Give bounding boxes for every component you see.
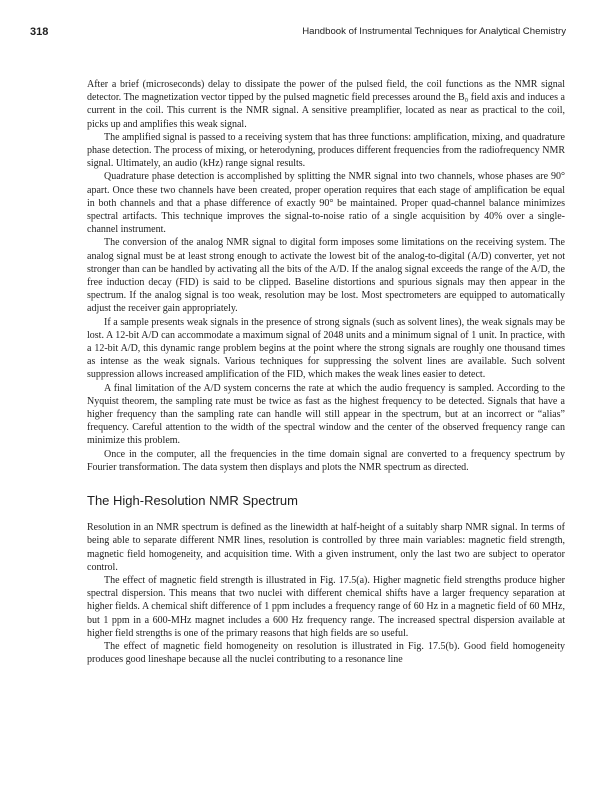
paragraph: The effect of magnetic field homogeneity on resolution is illustrated in Fig. 17.5(b). Good field homogeneity produces good lineshape because all the nuclei contributing to a resonance line [87, 640, 565, 666]
paragraph: The effect of magnetic field strength is illustrated in Fig. 17.5(a). Higher magnetic field strengths produce higher spectral dispersion. This means that two nuclei with different chemical shifts have a larger frequency separation at higher fields. A chemical shift difference of 1 ppm includes a frequency range of 60 Hz in a magnetic field of 60 MHz, but 1 ppm in a 600-MHz magnet includes a 600 Hz frequency range. The increased spectral dispersion available at higher field strengths is one of the primary reasons that high fields are so useful. [87, 574, 565, 639]
paragraph: Resolution in an NMR spectrum is defined as the linewidth at half-height of a suitably sharp NMR signal. In terms of being able to separate different NMR lines, resolution is controlled by three main variables: magnetic field strength, magnetic field homogeneity, and acquisition time. With a given instrument, only the last two are subject to operator control. [87, 522, 565, 573]
section-heading: The High-Resolution NMR Spectrum [87, 493, 298, 509]
paragraph: Once in the computer, all the frequencies in the time domain signal are converted to a frequency spectrum by Fourier transformation. The data system then displays and plots the NMR spectrum as directed. [87, 448, 565, 473]
paragraph: A final limitation of the A/D system concerns the rate at which the audio frequency is sampled. According to the Nyquist theorem, the sampling rate must be twice as fast as the highest frequency to be detected. Signals that have a higher frequency than the sampling rate can handle will still appear in the spectrum, but at an incorrect or “alias” frequency. Careful attention to the width of the spectral window and the center of the observed frequency range can minimize this problem. [87, 382, 565, 447]
paragraph: If a sample presents weak signals in the presence of strong signals (such as solvent lines), the weak signals may be lost. A 12-bit A/D can accommodate a maximum signal of 2048 units and a minimum signal of 1 unit. In practice, with a 12-bit A/D, this dynamic range problem begins at the point where the strong signals are roughly one thousand times as intense as the weak signals. Various techniques for suppressing the solvent lines are available. Such solvent suppression allows increased amplification of the FID, which makes the weak lines easier to detect. [87, 316, 565, 381]
paragraph: The conversion of the analog NMR signal to digital form imposes some limitations on the receiving system. The analog signal must be at least strong enough to activate the lowest bit of the analog-to-digital (A/D) converter, yet not stronger than can be handled by activating all the bits of the A/D. If the analog signal exceeds the range of the A/D, the free induction decay (FID) is said to be clipped. Baseline distortions and spurious signals may then appear in the spectrum. If the analog signal is too weak, resolution may be lost. Most spectrometers are equipped to automatically adjust the receiver gain appropriately. [87, 237, 565, 315]
paragraph: Quadrature phase detection is accomplished by splitting the NMR signal into two channels, whose phases are 90° apart. Once these two channels have been created, proper operation requires that each stage of amplification be equal in both channels and that a phase difference of exactly 90° be maintained. Proper quad-channel balance minimizes spectral artifacts. This technique improves the signal-to-noise ratio of a single acquisition by 40% over a single-channel instrument. [87, 171, 565, 236]
running-head: Handbook of Instrumental Techniques for Analytical Chemistry [302, 26, 566, 37]
page-body [87, 78, 565, 666]
page-header [30, 26, 566, 42]
paragraph: After a brief (microseconds) delay to dissipate the power of the pulsed field, the coil functions as the NMR signal detector. The magnetization vector tipped by the pulsed magnetic field precesses around the B₀ field axis and induces a current in the coil. This current is the NMR signal. A sensitive preamplifier, located as near as practical to the coil, picks up and amplifies this weak signal. [87, 79, 565, 130]
page-number: 318 [30, 26, 49, 38]
paragraph: The amplified signal is passed to a receiving system that has three functions: amplification, mixing, and quadrature phase detection. The process of mixing, or heterodyning, produces different frequencies from the radiofrequency NMR signal. Ultimately, an audio (kHz) range signal results. [87, 131, 565, 170]
